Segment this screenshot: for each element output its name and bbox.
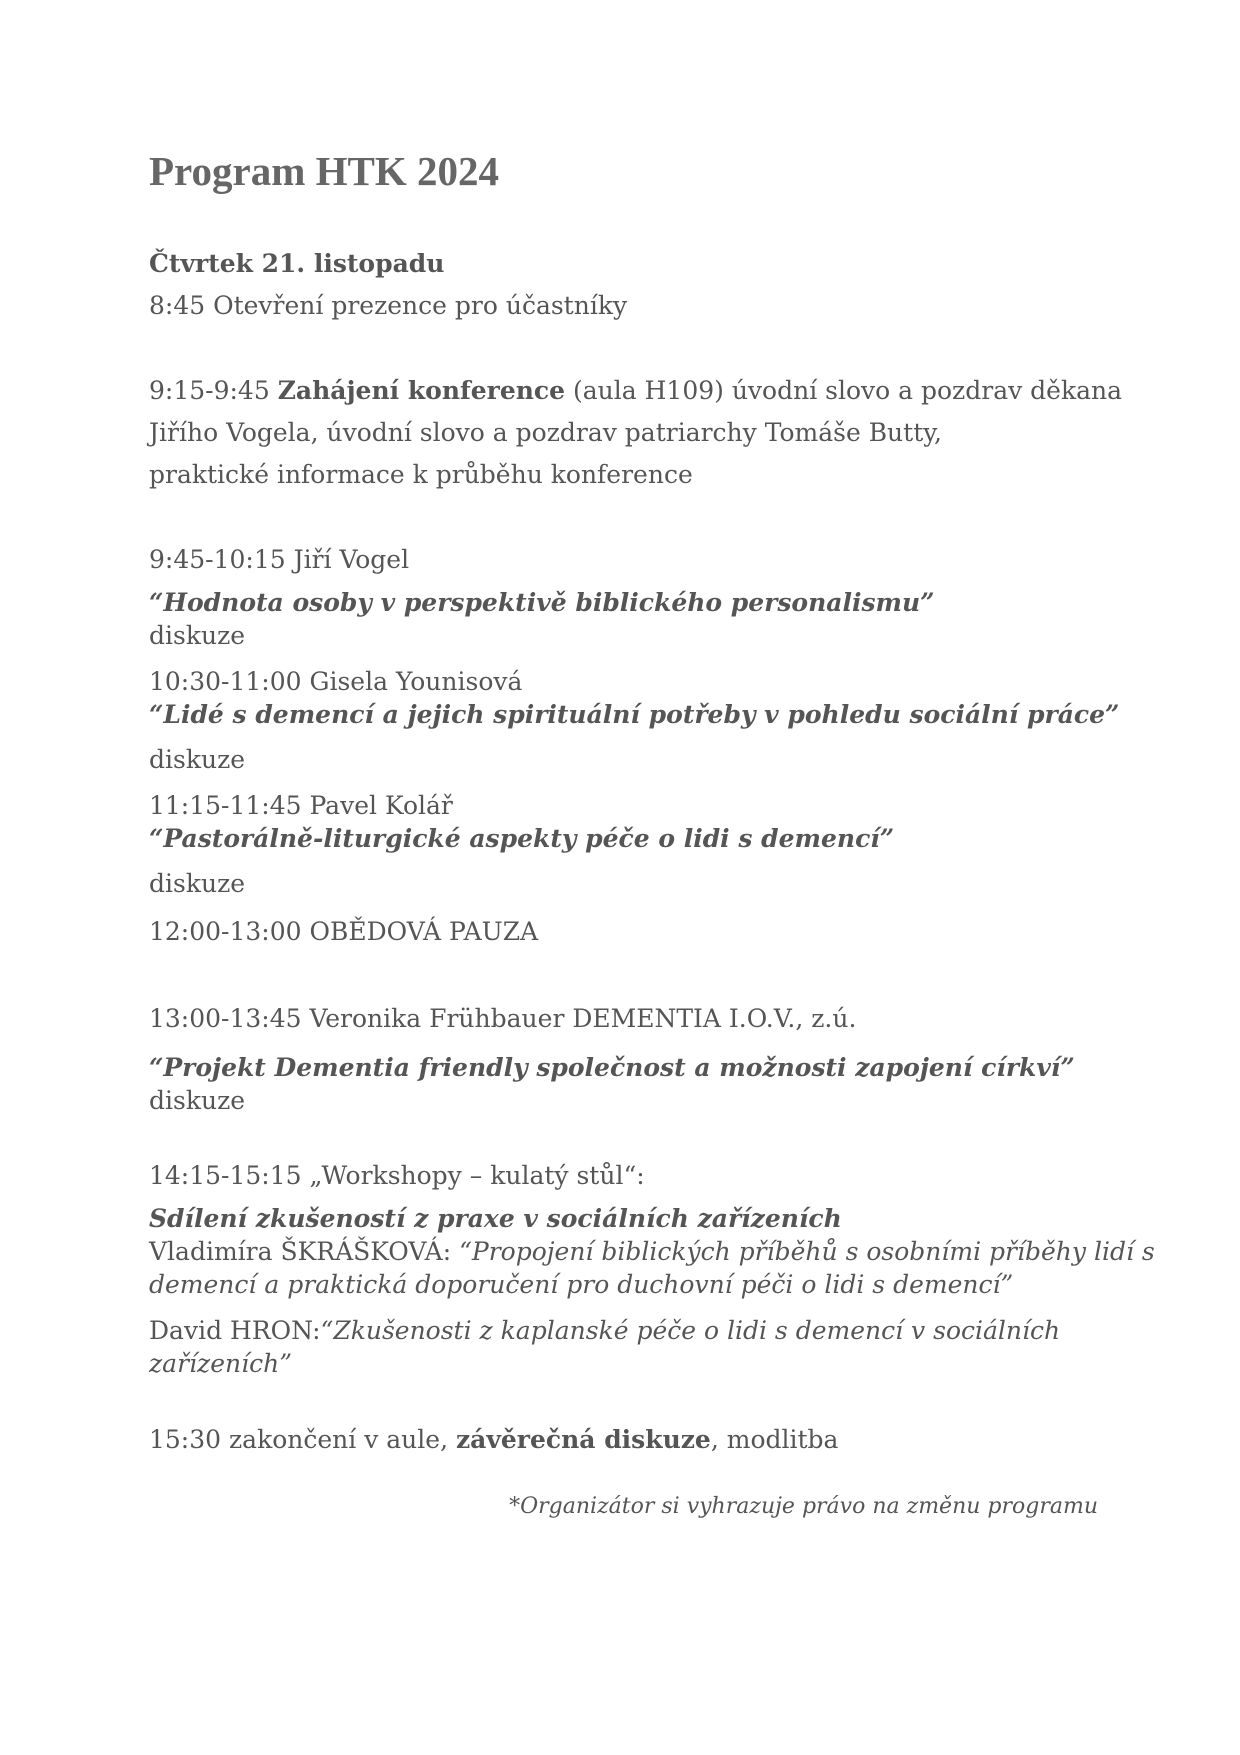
closing-prayer: , modlitba bbox=[710, 1425, 839, 1454]
talk-2-discussion: diskuze bbox=[149, 745, 246, 774]
workshop-presentation-1 bbox=[149, 1237, 1155, 1267]
closing-discussion: závěrečná diskuze bbox=[455, 1425, 711, 1454]
registration-item: 8:45 Otevření prezence pro účastníky bbox=[149, 291, 628, 320]
talk-4-title: “Projekt Dementia friendly společnost a možnosti zapojení církví” bbox=[149, 1053, 1075, 1082]
day-heading: Čtvrtek 21. listopadu bbox=[149, 249, 445, 278]
opening-line-1 bbox=[149, 376, 1122, 406]
presentation-1-title-cont: demencí a praktická doporučení pro duchovní péči o lidi s demencí” bbox=[149, 1270, 1014, 1299]
opening-time: 9:15-9:45 bbox=[149, 376, 278, 405]
page-title: Program HTK 2024 bbox=[149, 148, 499, 194]
closing-text: 15:30 zakončení v aule, bbox=[149, 1425, 456, 1454]
talk-2-title: “Lidé s demencí a jejich spirituální potřeby v pohledu sociální práce” bbox=[149, 700, 1120, 729]
opening-name: Zahájení konference bbox=[277, 376, 566, 405]
presentation-2-title: “Zkušenosti z kaplanské péče o lidi s demencí v sociálních bbox=[320, 1316, 1061, 1345]
talk-3-title: “Pastorálně-liturgické aspekty péče o lidi s demencí” bbox=[149, 824, 895, 853]
talk-4-speaker: 13:00-13:45 Veronika Frühbauer DEMENTIA I.O.V., z.ú. bbox=[149, 1004, 857, 1033]
opening-description: (aula H109) úvodní slovo a pozdrav děkana bbox=[565, 376, 1123, 405]
talk-4-discussion: diskuze bbox=[149, 1086, 246, 1115]
presentation-2-speaker: David HRON: bbox=[149, 1316, 321, 1345]
talk-1-speaker: 9:45-10:15 Jiří Vogel bbox=[149, 545, 410, 574]
presentation-1-title: “Propojení biblických příběhů s osobními příběhy lidí s bbox=[459, 1237, 1155, 1266]
workshop-presentation-2 bbox=[149, 1316, 1060, 1346]
talk-1-discussion: diskuze bbox=[149, 621, 246, 650]
presentation-1-speaker: Vladimíra ŠKRÁŠKOVÁ: bbox=[149, 1237, 460, 1266]
talk-3-speaker: 11:15-11:45 Pavel Kolář bbox=[149, 791, 453, 820]
program-change-note: *Organizátor si vyhrazuje právo na změnu programu bbox=[509, 1494, 1098, 1519]
presentation-2-title-cont: zařízeních” bbox=[149, 1349, 292, 1378]
closing-item bbox=[149, 1425, 838, 1455]
opening-line-2: Jiřího Vogela, úvodní slovo a pozdrav patriarchy Tomáše Butty, bbox=[149, 418, 943, 447]
talk-2-speaker: 10:30-11:00 Gisela Younisová bbox=[149, 667, 523, 696]
opening-line-3: praktické informace k průběhu konference bbox=[149, 460, 693, 489]
workshop-header: 14:15-15:15 „Workshopy – kulatý stůl“: bbox=[149, 1161, 645, 1190]
talk-1-title: “Hodnota osoby v perspektivě biblického personalismu” bbox=[149, 588, 935, 617]
lunch-break: 12:00-13:00 OBĚDOVÁ PAUZA bbox=[149, 917, 539, 946]
workshop-title: Sdílení zkušeností z praxe v sociálních zařízeních bbox=[149, 1204, 842, 1233]
talk-3-discussion: diskuze bbox=[149, 869, 246, 898]
